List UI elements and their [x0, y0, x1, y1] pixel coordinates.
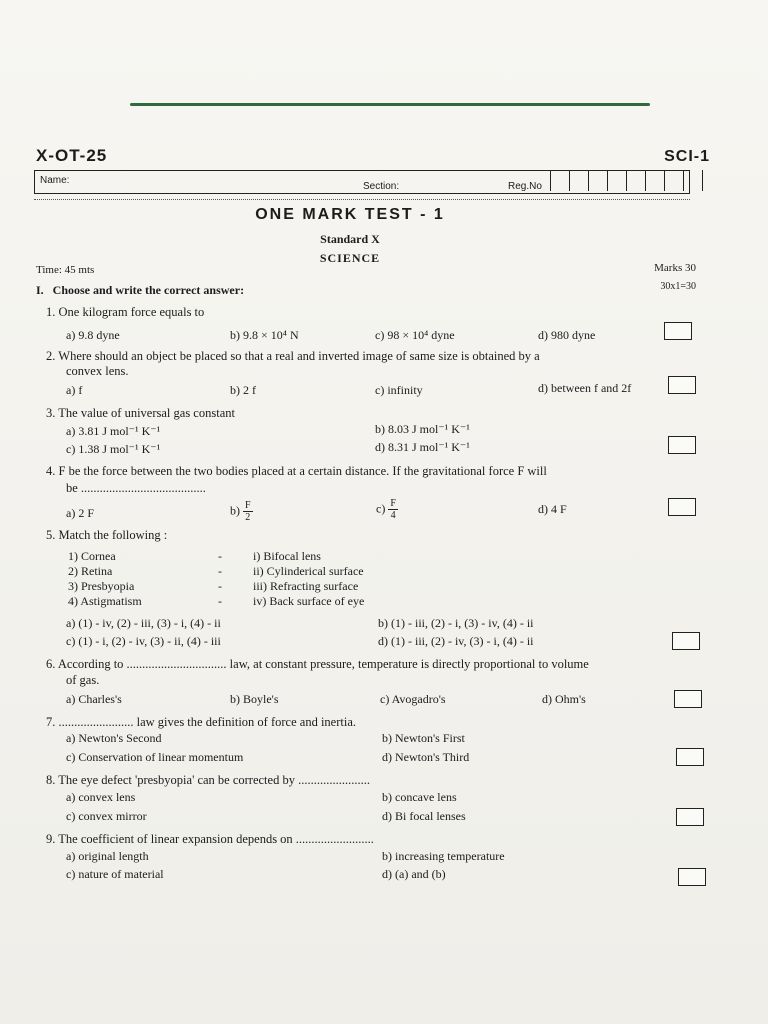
q8-option-a: a) convex lens [66, 790, 136, 804]
q5-dash: - [218, 579, 222, 593]
q2-option-a: a) f [66, 383, 83, 397]
question-6 [46, 657, 589, 672]
paper-code: X-OT-25 [36, 146, 108, 165]
q4-answer-box[interactable] [668, 498, 696, 516]
q8-answer-box[interactable] [676, 808, 704, 826]
q6-option-b: b) Boyle's [230, 692, 279, 706]
divider [34, 199, 690, 200]
section-instruction: Choose and write the correct answer: [52, 283, 245, 297]
q8-option-c: c) convex mirror [66, 809, 147, 823]
question-8 [46, 773, 370, 788]
question-4 [46, 464, 547, 479]
q3-option-a: a) 3.81 J mol⁻¹ K⁻¹ [66, 424, 161, 438]
subject-code: SCI-1 [664, 148, 710, 165]
q5-right-item: i) Bifocal lens [253, 549, 321, 563]
q1-number: 1. [46, 305, 56, 319]
q5-dash: - [218, 564, 222, 578]
q2-text: Where should an object be placed so that a real and inverted image of same size is obtained by a [58, 349, 540, 363]
q5-right-item: ii) Cylinderical surface [253, 564, 364, 578]
student-id-row [34, 170, 690, 194]
question-2 [46, 349, 540, 364]
q2-number: 2. [46, 349, 56, 363]
reg-box [588, 170, 607, 191]
q6-option-a: a) Charles's [66, 692, 122, 706]
time-label: Time: 45 mts [36, 264, 95, 276]
q9-text: The coefficient of linear expansion depends on ......................... [58, 832, 374, 846]
q8-text: The eye defect 'presbyopia' can be corrected by ....................... [58, 773, 370, 787]
q9-number: 9. [46, 832, 56, 846]
q3-answer-box[interactable] [668, 436, 696, 454]
q9-answer-box[interactable] [678, 868, 706, 886]
q4-option-b-label: b) [230, 503, 240, 518]
q7-option-c: c) Conservation of linear momentum [66, 750, 244, 764]
marks-label: Marks 30 [654, 262, 696, 274]
q3-option-c: c) 1.38 J mol⁻¹ K⁻¹ [66, 442, 161, 456]
marks-calculation: 30x1=30 [660, 281, 696, 292]
reg-box [683, 170, 702, 191]
question-1 [46, 305, 204, 320]
fraction-numerator: F [390, 498, 396, 509]
q1-option-d: d) 980 dyne [538, 328, 596, 342]
q7-text: ........................ law gives the definition of force and inertia. [58, 715, 356, 729]
reg-box [607, 170, 626, 191]
reg-box [702, 170, 721, 191]
q4-number: 4. [46, 464, 56, 478]
name-label: Name: [40, 175, 70, 186]
subject-title: SCIENCE [319, 251, 381, 265]
q7-number: 7. [46, 715, 56, 729]
q2-option-b: b) 2 f [230, 383, 256, 397]
q3-number: 3. [46, 406, 56, 420]
question-3 [46, 406, 235, 421]
q5-left-item: 4) Astigmatism [68, 594, 142, 608]
top-decorative-bar [130, 103, 650, 106]
reg-box [550, 170, 569, 191]
q6-answer-box[interactable] [674, 690, 702, 708]
q4-text: F be the force between the two bodies placed at a certain distance. If the gravitational force F will [58, 464, 547, 478]
q5-dash: - [218, 549, 222, 563]
q1-answer-box[interactable] [664, 322, 692, 340]
fraction-denominator: 4 [390, 510, 396, 521]
q9-option-b: b) increasing temperature [382, 849, 505, 863]
q5-dash: - [218, 594, 222, 608]
q9-option-c: c) nature of material [66, 867, 164, 881]
section-heading [36, 283, 244, 298]
question-9 [46, 832, 374, 847]
q5-option-a: a) (1) - iv, (2) - iii, (3) - i, (4) - ii [66, 616, 221, 630]
q6-option-d: d) Ohm's [542, 692, 586, 706]
reg-box [569, 170, 588, 191]
q5-answer-box[interactable] [672, 632, 700, 650]
q5-option-c: c) (1) - i, (2) - iv, (3) - ii, (4) - iii [66, 634, 221, 648]
reg-box [645, 170, 664, 191]
q5-right-item: iv) Back surface of eye [253, 594, 365, 608]
q4-option-c [376, 498, 398, 521]
section-label: Section: [363, 181, 400, 192]
q5-left-item: 1) Cornea [68, 549, 116, 563]
fraction-denominator: 2 [245, 512, 251, 523]
q5-left-item: 3) Presbyopia [68, 579, 135, 593]
q4-fraction-f-over-4 [388, 498, 398, 521]
q5-number: 5. [46, 528, 56, 542]
reg-box [626, 170, 645, 191]
q4-option-c-label: c) [376, 501, 386, 516]
reg-no-boxes [550, 170, 721, 191]
q4-option-d: d) 4 F [538, 502, 567, 516]
q4-text-continued: be ........................................ [66, 481, 206, 495]
question-5 [46, 528, 167, 543]
q1-option-b: b) 9.8 × 10⁴ N [230, 328, 299, 342]
q3-option-b: b) 8.03 J mol⁻¹ K⁻¹ [375, 422, 470, 436]
q1-option-a: a) 9.8 dyne [66, 328, 120, 342]
q4-fraction-f-over-2 [243, 500, 253, 523]
reg-box [664, 170, 683, 191]
q7-option-d: d) Newton's Third [382, 750, 470, 764]
q3-text: The value of universal gas constant [58, 406, 235, 420]
q2-answer-box[interactable] [668, 376, 696, 394]
q5-option-b: b) (1) - iii, (2) - i, (3) - iv, (4) - ii [378, 616, 534, 630]
fraction-numerator: F [245, 500, 251, 511]
q6-text: According to ................................ law, at constant pressure, temperature is directly proportional to volume [57, 657, 589, 671]
q7-option-b: b) Newton's First [382, 731, 465, 745]
q5-left-item: 2) Retina [68, 564, 113, 578]
q9-option-a: a) original length [66, 849, 149, 863]
q6-text-continued: of gas. [66, 673, 100, 687]
q2-option-c: c) infinity [375, 383, 423, 397]
q8-option-b: b) concave lens [382, 790, 457, 804]
q5-text: Match the following : [58, 528, 168, 542]
q7-answer-box[interactable] [676, 748, 704, 766]
test-title: ONE MARK TEST - 1 [255, 206, 445, 223]
reg-no-label: Reg.No [508, 181, 542, 192]
q5-right-item: iii) Refracting surface [253, 579, 359, 593]
q3-option-d: d) 8.31 J mol⁻¹ K⁻¹ [375, 440, 470, 454]
q2-option-d: d) between f and 2f [538, 381, 632, 395]
q8-number: 8. [46, 773, 56, 787]
q9-option-d: d) (a) and (b) [382, 867, 446, 881]
question-7 [46, 715, 356, 730]
q1-option-c: c) 98 × 10⁴ dyne [375, 328, 455, 342]
q4-option-a: a) 2 F [66, 506, 94, 520]
q7-option-a: a) Newton's Second [66, 731, 162, 745]
q8-option-d: d) Bi focal lenses [382, 809, 466, 823]
q2-text-continued: convex lens. [66, 364, 129, 378]
q4-option-b [230, 500, 253, 523]
q6-number: 6. [46, 657, 56, 671]
q1-text: One kilogram force equals to [58, 305, 205, 319]
section-number: I. [36, 283, 44, 297]
q5-option-d: d) (1) - iii, (2) - iv, (3) - i, (4) - ii [378, 634, 534, 648]
standard-label: Standard X [320, 232, 380, 246]
q6-option-c: c) Avogadro's [380, 692, 446, 706]
